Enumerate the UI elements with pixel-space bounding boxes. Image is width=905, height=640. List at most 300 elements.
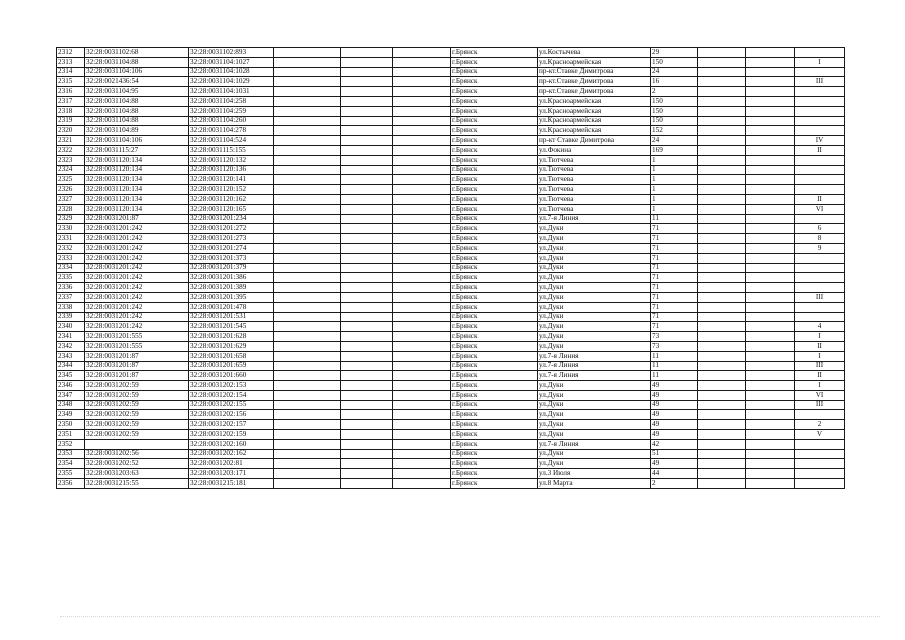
empty-cell	[341, 390, 393, 400]
cadastral-parcel-cell	[85, 439, 189, 449]
empty-cell	[746, 185, 795, 195]
empty-cell	[341, 312, 393, 322]
empty-cell	[341, 106, 393, 116]
empty-cell	[393, 332, 451, 342]
street-cell: ул.Дуки	[538, 332, 651, 342]
row-number-cell: 2341	[57, 332, 85, 342]
row-number-cell: 2351	[57, 430, 85, 440]
house-cell: 49	[651, 430, 698, 440]
table-row	[57, 469, 845, 479]
empty-cell	[746, 410, 795, 420]
street-cell: ул.Тютчева	[538, 155, 651, 165]
floor-cell: III	[795, 77, 845, 87]
cadastral-object-cell: 32:28:0031120:162	[189, 194, 274, 204]
empty-cell	[393, 87, 451, 97]
table-row	[57, 420, 845, 430]
house-cell: 169	[651, 145, 698, 155]
floor-cell: I	[795, 332, 845, 342]
empty-cell	[393, 479, 451, 489]
empty-cell	[393, 449, 451, 459]
empty-cell	[393, 361, 451, 371]
row-number-cell: 2354	[57, 459, 85, 469]
table-row	[57, 449, 845, 459]
cadastral-object-cell: 32:28:0031120:165	[189, 204, 274, 214]
cadastral-object-cell: 32:28:0031120:132	[189, 155, 274, 165]
floor-cell: V	[795, 430, 845, 440]
house-cell: 2	[651, 479, 698, 489]
empty-cell	[698, 459, 746, 469]
cadastral-parcel-cell: 32:28:0031201:242	[85, 312, 189, 322]
empty-cell	[393, 165, 451, 175]
street-cell: ул.Дуки	[538, 302, 651, 312]
empty-cell	[746, 67, 795, 77]
house-cell: 71	[651, 302, 698, 312]
empty-cell	[341, 126, 393, 136]
city-cell: г.Брянск	[451, 96, 538, 106]
empty-cell	[698, 175, 746, 185]
table-row	[57, 253, 845, 263]
table-row	[57, 410, 845, 420]
cadastral-object-cell: 32:28:0031104:1027	[189, 57, 274, 67]
street-cell: ул.Дуки	[538, 243, 651, 253]
row-number-cell: 2340	[57, 322, 85, 332]
empty-cell	[746, 253, 795, 263]
empty-cell	[341, 341, 393, 351]
cadastral-parcel-cell: 32:28:0031201:242	[85, 263, 189, 273]
street-cell: ул.Дуки	[538, 449, 651, 459]
house-cell: 1	[651, 155, 698, 165]
empty-cell	[341, 430, 393, 440]
empty-cell	[746, 361, 795, 371]
cadastral-parcel-cell: 32:28:0021436:54	[85, 77, 189, 87]
empty-cell	[341, 57, 393, 67]
empty-cell	[341, 185, 393, 195]
empty-cell	[698, 351, 746, 361]
row-number-cell: 2324	[57, 165, 85, 175]
row-number-cell: 2342	[57, 341, 85, 351]
empty-cell	[341, 175, 393, 185]
empty-cell	[274, 145, 341, 155]
empty-cell	[274, 283, 341, 293]
empty-cell	[274, 341, 341, 351]
table-row	[57, 400, 845, 410]
house-cell: 1	[651, 165, 698, 175]
row-number-cell: 2321	[57, 136, 85, 146]
city-cell: г.Брянск	[451, 361, 538, 371]
empty-cell	[393, 126, 451, 136]
table-row	[57, 175, 845, 185]
city-cell: г.Брянск	[451, 449, 538, 459]
table-row	[57, 283, 845, 293]
empty-cell	[274, 253, 341, 263]
city-cell: г.Брянск	[451, 341, 538, 351]
empty-cell	[698, 312, 746, 322]
table-row	[57, 292, 845, 302]
cadastral-parcel-cell: 32:28:0031201:242	[85, 283, 189, 293]
empty-cell	[341, 469, 393, 479]
table-row	[57, 116, 845, 126]
cadastral-object-cell: 32:28:0031202:157	[189, 420, 274, 430]
city-cell: г.Брянск	[451, 420, 538, 430]
empty-cell	[698, 302, 746, 312]
row-number-cell: 2353	[57, 449, 85, 459]
empty-cell	[274, 194, 341, 204]
floor-cell: I	[795, 381, 845, 391]
cadastral-parcel-cell: 32:28:0031104:106	[85, 67, 189, 77]
street-cell: ул.Костычева	[538, 48, 651, 58]
table-row	[57, 106, 845, 116]
empty-cell	[393, 469, 451, 479]
street-cell: ул.Красноармейская	[538, 57, 651, 67]
empty-cell	[341, 48, 393, 58]
city-cell: г.Брянск	[451, 145, 538, 155]
empty-cell	[746, 126, 795, 136]
empty-cell	[698, 87, 746, 97]
empty-cell	[341, 381, 393, 391]
street-cell: ул.Тютчева	[538, 185, 651, 195]
house-cell: 71	[651, 263, 698, 273]
cadastral-object-cell: 32:28:0031202:162	[189, 449, 274, 459]
table-row	[57, 57, 845, 67]
empty-cell	[274, 302, 341, 312]
floor-cell	[795, 410, 845, 420]
cadastral-object-cell: 32:28:0031104:260	[189, 116, 274, 126]
empty-cell	[341, 361, 393, 371]
floor-cell	[795, 155, 845, 165]
empty-cell	[746, 263, 795, 273]
empty-cell	[341, 145, 393, 155]
table-row	[57, 479, 845, 489]
floor-cell	[795, 263, 845, 273]
cadastral-object-cell: 32:28:0031201:658	[189, 351, 274, 361]
empty-cell	[746, 351, 795, 361]
floor-cell: III	[795, 361, 845, 371]
floor-cell: III	[795, 292, 845, 302]
house-cell: 71	[651, 292, 698, 302]
house-cell: 49	[651, 410, 698, 420]
city-cell: г.Брянск	[451, 165, 538, 175]
table-row	[57, 322, 845, 332]
city-cell: г.Брянск	[451, 48, 538, 58]
house-cell: 49	[651, 381, 698, 391]
floor-cell: II	[795, 371, 845, 381]
empty-cell	[341, 224, 393, 234]
empty-cell	[746, 273, 795, 283]
empty-cell	[698, 126, 746, 136]
cadastral-object-cell: 32:28:0031202:159	[189, 430, 274, 440]
empty-cell	[393, 204, 451, 214]
empty-cell	[341, 214, 393, 224]
cadastral-object-cell: 32:28:0031201:234	[189, 214, 274, 224]
empty-cell	[746, 332, 795, 342]
table-row	[57, 439, 845, 449]
empty-cell	[341, 351, 393, 361]
empty-cell	[393, 96, 451, 106]
empty-cell	[393, 312, 451, 322]
table-row	[57, 273, 845, 283]
row-number-cell: 2323	[57, 155, 85, 165]
empty-cell	[274, 67, 341, 77]
empty-cell	[393, 283, 451, 293]
row-number-cell: 2329	[57, 214, 85, 224]
empty-cell	[393, 439, 451, 449]
empty-cell	[698, 469, 746, 479]
empty-cell	[341, 87, 393, 97]
floor-cell	[795, 459, 845, 469]
cadastral-parcel-cell: 32:28:0031201:242	[85, 322, 189, 332]
house-cell: 71	[651, 273, 698, 283]
empty-cell	[341, 243, 393, 253]
floor-cell	[795, 106, 845, 116]
empty-cell	[274, 234, 341, 244]
cadastral-object-cell: 32:28:0031104:258	[189, 96, 274, 106]
empty-cell	[698, 283, 746, 293]
empty-cell	[746, 145, 795, 155]
street-cell: ул.Дуки	[538, 322, 651, 332]
cadastral-parcel-cell: 32:28:0031201:242	[85, 292, 189, 302]
city-cell: г.Брянск	[451, 234, 538, 244]
floor-cell	[795, 302, 845, 312]
cadastral-parcel-cell: 32:28:0031120:134	[85, 175, 189, 185]
empty-cell	[698, 390, 746, 400]
cadastral-parcel-cell: 32:28:0031201:87	[85, 361, 189, 371]
street-cell: пр-кт.Ставке Димитрова	[538, 87, 651, 97]
empty-cell	[746, 449, 795, 459]
street-cell: ул.Дуки	[538, 390, 651, 400]
empty-cell	[746, 77, 795, 87]
empty-cell	[341, 116, 393, 126]
table-row	[57, 302, 845, 312]
house-cell: 71	[651, 322, 698, 332]
cadastral-object-cell: 32:28:0031201:660	[189, 371, 274, 381]
house-cell: 11	[651, 371, 698, 381]
empty-cell	[698, 449, 746, 459]
empty-cell	[746, 204, 795, 214]
empty-cell	[341, 155, 393, 165]
street-cell: ул.Дуки	[538, 234, 651, 244]
house-cell: 11	[651, 351, 698, 361]
empty-cell	[393, 430, 451, 440]
house-cell: 11	[651, 214, 698, 224]
empty-cell	[274, 322, 341, 332]
floor-cell	[795, 312, 845, 322]
cadastral-object-cell: 32:28:0031120:152	[189, 185, 274, 195]
city-cell: г.Брянск	[451, 67, 538, 77]
empty-cell	[393, 400, 451, 410]
empty-cell	[698, 253, 746, 263]
city-cell: г.Брянск	[451, 87, 538, 97]
empty-cell	[746, 194, 795, 204]
house-cell: 42	[651, 439, 698, 449]
street-cell: ул.Дуки	[538, 263, 651, 273]
cadastral-object-cell: 32:28:0031202:153	[189, 381, 274, 391]
row-number-cell: 2333	[57, 253, 85, 263]
table-row	[57, 341, 845, 351]
house-cell: 71	[651, 243, 698, 253]
cadastral-object-cell: 32:28:0031104:1028	[189, 67, 274, 77]
table-row	[57, 243, 845, 253]
house-cell: 1	[651, 194, 698, 204]
cadastral-object-cell: 32:28:0031201:274	[189, 243, 274, 253]
empty-cell	[698, 145, 746, 155]
floor-cell: II	[795, 194, 845, 204]
table-row	[57, 361, 845, 371]
table-row	[57, 371, 845, 381]
empty-cell	[393, 410, 451, 420]
empty-cell	[274, 273, 341, 283]
street-cell: ул.3 Июля	[538, 469, 651, 479]
table-row	[57, 381, 845, 391]
table-row	[57, 48, 845, 58]
empty-cell	[698, 243, 746, 253]
cadastral-object-cell: 32:28:0031201:373	[189, 253, 274, 263]
table-row	[57, 165, 845, 175]
empty-cell	[341, 292, 393, 302]
floor-cell: I	[795, 351, 845, 361]
empty-cell	[393, 224, 451, 234]
cadastral-object-cell: 32:28:0031201:531	[189, 312, 274, 322]
table-row	[57, 332, 845, 342]
street-cell: ул.Дуки	[538, 253, 651, 263]
empty-cell	[746, 96, 795, 106]
empty-cell	[698, 224, 746, 234]
row-number-cell: 2327	[57, 194, 85, 204]
empty-cell	[393, 322, 451, 332]
table-row	[57, 224, 845, 234]
house-cell: 73	[651, 332, 698, 342]
empty-cell	[746, 116, 795, 126]
empty-cell	[746, 341, 795, 351]
city-cell: г.Брянск	[451, 136, 538, 146]
empty-cell	[341, 459, 393, 469]
empty-cell	[341, 449, 393, 459]
empty-cell	[746, 175, 795, 185]
table-row	[57, 194, 845, 204]
cadastral-parcel-cell: 32:28:0031201:555	[85, 332, 189, 342]
city-cell: г.Брянск	[451, 116, 538, 126]
house-cell: 71	[651, 234, 698, 244]
cadastral-object-cell: 32:28:0031104:524	[189, 136, 274, 146]
empty-cell	[393, 106, 451, 116]
cadastral-object-cell: 32:28:0031203:171	[189, 469, 274, 479]
city-cell: г.Брянск	[451, 185, 538, 195]
empty-cell	[274, 430, 341, 440]
empty-cell	[746, 292, 795, 302]
empty-cell	[746, 322, 795, 332]
row-number-cell: 2322	[57, 145, 85, 155]
empty-cell	[698, 136, 746, 146]
table-row	[57, 136, 845, 146]
cadastral-object-cell: 32:28:0031104:1031	[189, 87, 274, 97]
empty-cell	[698, 48, 746, 58]
empty-cell	[341, 96, 393, 106]
empty-cell	[698, 234, 746, 244]
empty-cell	[341, 253, 393, 263]
empty-cell	[274, 77, 341, 87]
empty-cell	[746, 439, 795, 449]
table-row	[57, 145, 845, 155]
empty-cell	[746, 371, 795, 381]
row-number-cell: 2350	[57, 420, 85, 430]
city-cell: г.Брянск	[451, 439, 538, 449]
empty-cell	[746, 469, 795, 479]
street-cell: ул.Тютчева	[538, 204, 651, 214]
empty-cell	[698, 371, 746, 381]
empty-cell	[746, 155, 795, 165]
floor-cell	[795, 283, 845, 293]
empty-cell	[274, 390, 341, 400]
table-row	[57, 390, 845, 400]
house-cell: 24	[651, 67, 698, 77]
row-number-cell: 2355	[57, 469, 85, 479]
floor-cell	[795, 214, 845, 224]
empty-cell	[746, 224, 795, 234]
cadastral-table	[56, 47, 845, 489]
cadastral-parcel-cell: 32:28:0031104:95	[85, 87, 189, 97]
street-cell: пр-кт Ставке Димитрова	[538, 136, 651, 146]
house-cell: 71	[651, 224, 698, 234]
empty-cell	[746, 430, 795, 440]
row-number-cell: 2330	[57, 224, 85, 234]
empty-cell	[274, 351, 341, 361]
street-cell: ул.Дуки	[538, 420, 651, 430]
cadastral-parcel-cell: 32:28:0031202:59	[85, 410, 189, 420]
empty-cell	[393, 263, 451, 273]
row-number-cell: 2316	[57, 87, 85, 97]
floor-cell: I	[795, 57, 845, 67]
cadastral-parcel-cell: 32:28:0031104:106	[85, 136, 189, 146]
empty-cell	[393, 390, 451, 400]
floor-cell	[795, 185, 845, 195]
street-cell: ул.Тютчева	[538, 175, 651, 185]
empty-cell	[698, 420, 746, 430]
cadastral-parcel-cell: 32:28:0031202:59	[85, 420, 189, 430]
cadastral-object-cell: 32:28:0031104:259	[189, 106, 274, 116]
floor-cell: II	[795, 145, 845, 155]
city-cell: г.Брянск	[451, 204, 538, 214]
row-number-cell: 2314	[57, 67, 85, 77]
city-cell: г.Брянск	[451, 312, 538, 322]
table-row	[57, 185, 845, 195]
empty-cell	[393, 351, 451, 361]
empty-cell	[341, 439, 393, 449]
empty-cell	[274, 400, 341, 410]
row-number-cell: 2325	[57, 175, 85, 185]
empty-cell	[341, 204, 393, 214]
table-row	[57, 96, 845, 106]
cadastral-object-cell: 32:28:0031115:155	[189, 145, 274, 155]
house-cell: 71	[651, 312, 698, 322]
empty-cell	[274, 332, 341, 342]
empty-cell	[393, 371, 451, 381]
empty-cell	[274, 292, 341, 302]
street-cell: ул.Красноармейская	[538, 106, 651, 116]
city-cell: г.Брянск	[451, 57, 538, 67]
empty-cell	[746, 136, 795, 146]
city-cell: г.Брянск	[451, 155, 538, 165]
cadastral-object-cell: 32:28:0031215:181	[189, 479, 274, 489]
empty-cell	[746, 106, 795, 116]
house-cell: 49	[651, 420, 698, 430]
empty-cell	[274, 106, 341, 116]
city-cell: г.Брянск	[451, 371, 538, 381]
empty-cell	[341, 263, 393, 273]
floor-cell: II	[795, 341, 845, 351]
empty-cell	[698, 77, 746, 87]
street-cell: ул.Фокина	[538, 145, 651, 155]
cadastral-object-cell: 32:28:0031104:1029	[189, 77, 274, 87]
city-cell: г.Брянск	[451, 390, 538, 400]
